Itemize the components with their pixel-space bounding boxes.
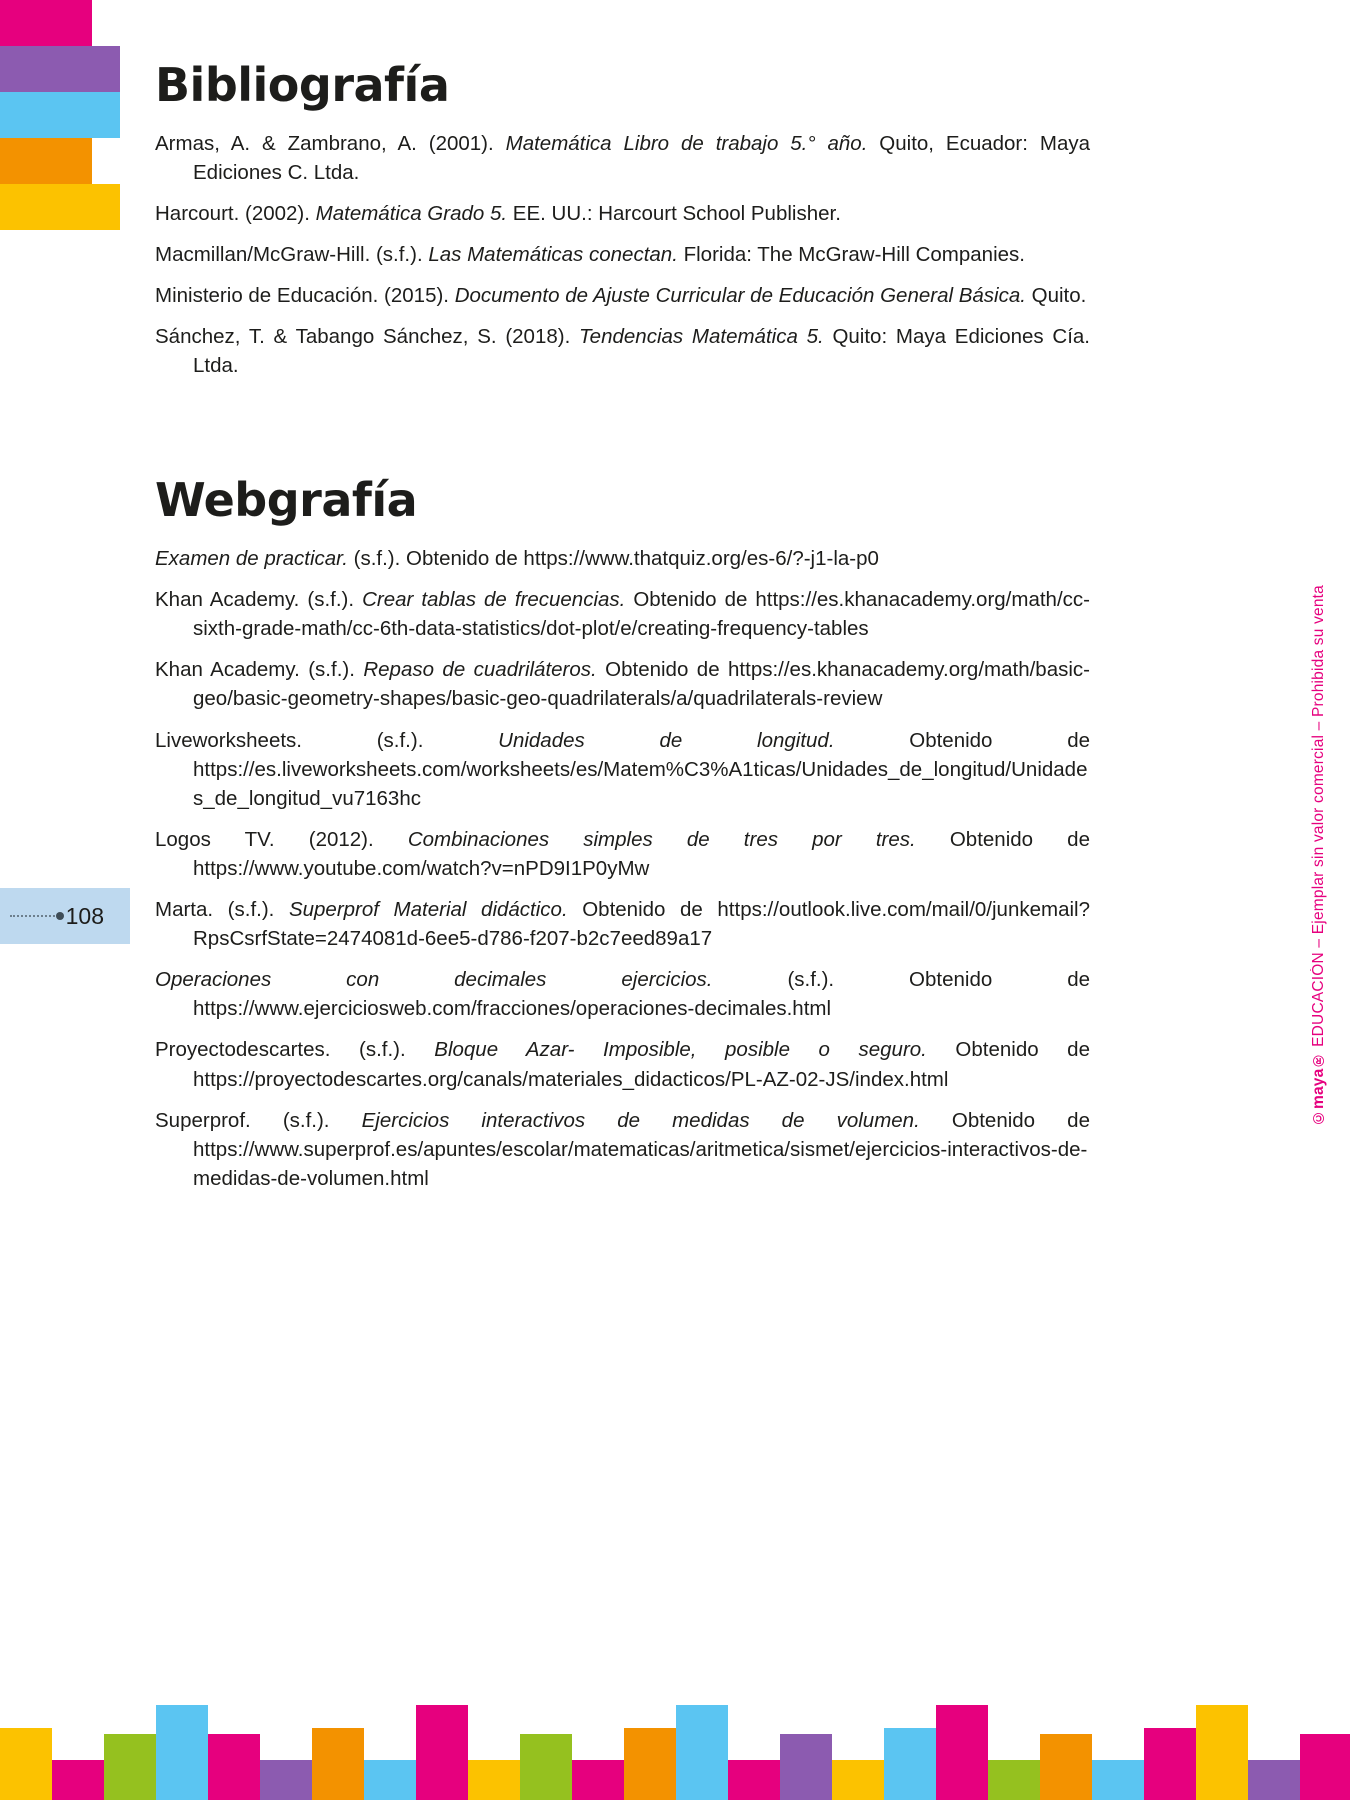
footer-bar-14 xyxy=(728,1760,780,1800)
footer-decoration xyxy=(0,1685,1350,1800)
footer-bar-11 xyxy=(572,1760,624,1800)
corner-decoration xyxy=(0,0,145,270)
corner-bar-0 xyxy=(0,0,92,46)
bullet-dot-icon xyxy=(56,912,64,920)
bibliography-entry: Armas, A. & Zambrano, A. (2001). Matemática Libro de trabajo 5.° año. Quito, Ecuador: Maya Ediciones C. Ltda. xyxy=(155,131,1090,184)
webgrafia-list xyxy=(155,544,1090,1193)
webography-entry: Proyectodescartes. (s.f.). Bloque Azar- Imposible, posible o seguro. Obtenido de https://proyectodescartes.org/canals/materiales_didacticos/PL-AZ-02-JS/index.html xyxy=(155,1038,1090,1091)
bibliography-entry: Ministerio de Educación. (2015). Documento de Ajuste Curricular de Educación General Básica. Quito. xyxy=(155,284,1087,308)
webography-entry: Operaciones con decimales ejercicios. (s.f.). Obtenido de https://www.ejerciciosweb.com/fracciones/operaciones-decimales.html xyxy=(155,968,1090,1021)
footer-bar-8 xyxy=(416,1705,468,1800)
page-content xyxy=(155,60,1090,1205)
page-title-bibliografia: Bibliografía xyxy=(155,58,450,112)
footer-bar-16 xyxy=(832,1760,884,1800)
footer-bar-3 xyxy=(156,1705,208,1800)
footer-bar-13 xyxy=(676,1705,728,1800)
corner-bar-3 xyxy=(0,138,92,184)
bibliography-entry: Harcourt. (2002). Matemática Grado 5. EE. UU.: Harcourt School Publisher. xyxy=(155,201,841,225)
footer-bar-4 xyxy=(208,1734,260,1800)
corner-bar-4 xyxy=(0,184,120,230)
publisher-brand: ©maya® xyxy=(1310,1051,1327,1127)
footer-bar-25 xyxy=(1300,1734,1350,1800)
footer-bar-7 xyxy=(364,1760,416,1800)
footer-bar-6 xyxy=(312,1728,364,1800)
footer-bar-9 xyxy=(468,1760,520,1800)
footer-bar-0 xyxy=(0,1728,52,1800)
corner-bar-2 xyxy=(0,92,120,138)
bibliography-entry: Sánchez, T. & Tabango Sánchez, S. (2018). Tendencias Matemática 5. Quito: Maya Ediciones Cía. Ltda. xyxy=(155,325,1090,378)
webography-entry: Khan Academy. (s.f.). Crear tablas de frecuencias. Obtenido de https://es.khanacademy.org/math/cc-sixth-grade-math/cc-6th-data-statistics/dot-plot/e/creating-frequency-tables xyxy=(155,588,1090,641)
footer-bar-18 xyxy=(936,1705,988,1800)
page-number-tab xyxy=(0,888,130,944)
footer-bar-19 xyxy=(988,1760,1040,1800)
footer-bar-21 xyxy=(1092,1760,1144,1800)
imprint-text: EDUCACIÓN – Ejemplar sin valor comercial – Prohibida su venta xyxy=(1310,585,1327,1052)
webography-entry: Superprof. (s.f.). Ejercicios interactivos de medidas de volumen. Obtenido de https://www.superprof.es/apuntes/escolar/matematicas/aritmetica/sismet/ejercicios-interactivos-de-medidas-de-volumen.html xyxy=(155,1108,1090,1190)
footer-bar-15 xyxy=(780,1734,832,1800)
page-number: 108 xyxy=(65,902,104,929)
dotted-line-decoration xyxy=(10,915,62,917)
page-title-webgrafia: Webgrafía xyxy=(155,473,418,528)
footer-bar-20 xyxy=(1040,1734,1092,1800)
footer-bar-2 xyxy=(104,1734,156,1800)
footer-bar-23 xyxy=(1196,1705,1248,1800)
footer-bar-10 xyxy=(520,1734,572,1800)
footer-bar-17 xyxy=(884,1728,936,1800)
corner-bar-1 xyxy=(0,46,120,92)
footer-bar-24 xyxy=(1248,1760,1300,1800)
webography-entry: Khan Academy. (s.f.). Repaso de cuadriláteros. Obtenido de https://es.khanacademy.org/math/basic-geo/basic-geometry-shapes/basic-geo-quadrilaterals/a/quadrilaterals-review xyxy=(155,658,1090,711)
webography-entry: Logos TV. (2012). Combinaciones simples de tres por tres. Obtenido de https://www.youtube.com/watch?v=nPD9I1P0yMw xyxy=(155,827,1090,880)
footer-bar-5 xyxy=(260,1760,312,1800)
webography-entry: Liveworksheets. (s.f.). Unidades de longitud. Obtenido de https://es.liveworksheets.com/worksheets/es/Matem%C3%A1ticas/Unidades_de_longitud/Unidades_de_longitud_vu7163hc xyxy=(155,728,1090,810)
bibliografia-list xyxy=(155,129,1090,381)
webography-entry: Marta. (s.f.). Superprof Material didáctico. Obtenido de https://outlook.live.com/mail/0/junkemail?RpsCsrfState=2474081d-6ee5-d786-f207-b2c7eed89a17 xyxy=(155,898,1090,951)
imprint-side-note xyxy=(1310,585,1328,1126)
footer-bar-1 xyxy=(52,1760,104,1800)
footer-bar-22 xyxy=(1144,1728,1196,1800)
bibliography-entry: Macmillan/McGraw-Hill. (s.f.). Las Matemáticas conectan. Florida: The McGraw-Hill Companies. xyxy=(155,242,1025,266)
footer-bar-12 xyxy=(624,1728,676,1800)
webography-entry: Examen de practicar. (s.f.). Obtenido de https://www.thatquiz.org/es-6/?-j1-la-p0 xyxy=(155,546,879,570)
